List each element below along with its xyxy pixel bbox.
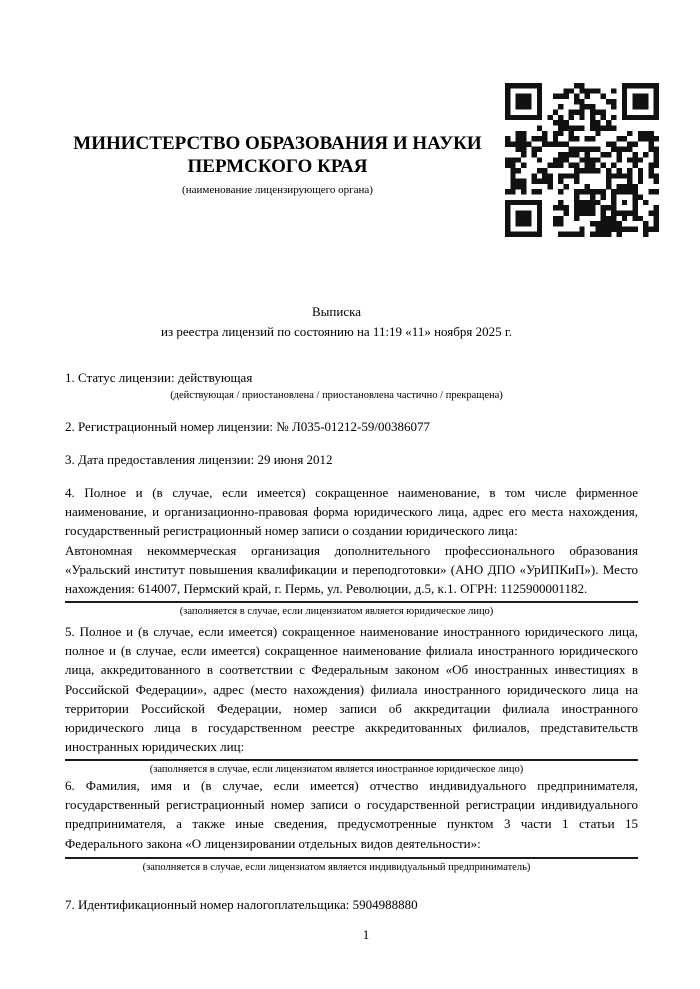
ministry-name-line2: ПЕРМСКОГО КРАЯ [187, 156, 368, 177]
ministry-header [65, 132, 490, 197]
legal-entity-caption: (заполняется в случае, если лицензиатом является юридическое лицо) [179, 606, 494, 618]
item-entrepreneur [65, 776, 638, 874]
legal-entity-divider [65, 601, 638, 603]
grant-date-text: 3. Дата предоставления лицензии: 29 июня 2012 [65, 452, 333, 467]
item-license-status [65, 368, 638, 403]
license-status-caption: (действующая / приостановлена / приостановлена частично / прекращена) [170, 390, 503, 402]
entrepreneur-label: 6. Фамилия, имя и (в случае, если имеется) отчество индивидуального предпринимателя, государственный регистрационный номер записи о государственной регистрации индивидуального предпринимателя, а также иные сведения, предусмотренные пунктом 3 части 1 статьи 15 Федерального закона «О лицензировании отдельных видов деятельности»: [65, 778, 638, 851]
ministry-caption: (наименование лицензирующего органа) [182, 184, 373, 196]
legal-entity-paragraph [65, 483, 638, 598]
item-registration-number [65, 417, 638, 436]
page-number: 1 [362, 927, 370, 942]
foreign-entity-caption: (заполняется в случае, если лицензиатом является иностранное юридическое лицо) [149, 764, 524, 776]
qr-code-icon [505, 82, 659, 238]
item-legal-entity [65, 483, 638, 619]
extract-subtitle: из реестра лицензий по состоянию на 11:19 «11» ноября 2025 г. [161, 324, 512, 339]
item-taxpayer-id [65, 895, 638, 914]
extract-title-block [65, 302, 608, 342]
taxpayer-id-text: 7. Идентификационный номер налогоплательщика: 5904988880 [65, 897, 418, 912]
foreign-entity-divider [65, 759, 638, 761]
item-grant-date [65, 450, 638, 469]
legal-entity-label: 4. Полное и (в случае, если имеется) сокращенное наименование, в том числе фирменное наименование, и организационно-правовая форма юридического лица, адрес его места нахождения, государственный регистрационный номер записи о создании юридического лица: [65, 485, 638, 539]
entrepreneur-divider [65, 857, 638, 859]
extract-title: Выписка [312, 304, 361, 319]
legal-entity-value: Автономная некоммерческая организация дополнительного профессионального образования «Уральский институт повышения квалификации и переподготовки» (АНО ДПО «УрИПКиП»). Место нахождения: 614007, Пермский край, г. Пермь, ул. Революции, д.5, к.1. ОГРН: 1125900001182. [65, 542, 638, 597]
ministry-name-line1: МИНИСТЕРСТВО ОБРАЗОВАНИЯ И НАУКИ [73, 133, 482, 154]
registration-number-text: 2. Регистрационный номер лицензии: № Л035-01212-59/00386077 [65, 419, 431, 434]
entrepreneur-caption: (заполняется в случае, если лицензиатом является индивидуальный предприниматель) [142, 861, 531, 873]
license-status-text: 1. Статус лицензии: действующая [65, 370, 253, 385]
item-foreign-entity [65, 622, 638, 777]
foreign-entity-label: 5. Полное и (в случае, если имеется) сокращенное наименование иностранного юридического лица, полное и (в случае, если имеется) сокращенное наименование филиала иностранного юридического лица, аккредитованного в соответствии с Федеральным законом «Об иностранных инвестициях в Российской Федерации», адрес (место нахождения) филиала иностранного юридического лица на территории Российской Федерации, номер записи об аккредитации филиала иностранного юридического лица в государственном реестре аккредитованных филиалов, представительств иностранных юридических лиц: [65, 624, 638, 755]
